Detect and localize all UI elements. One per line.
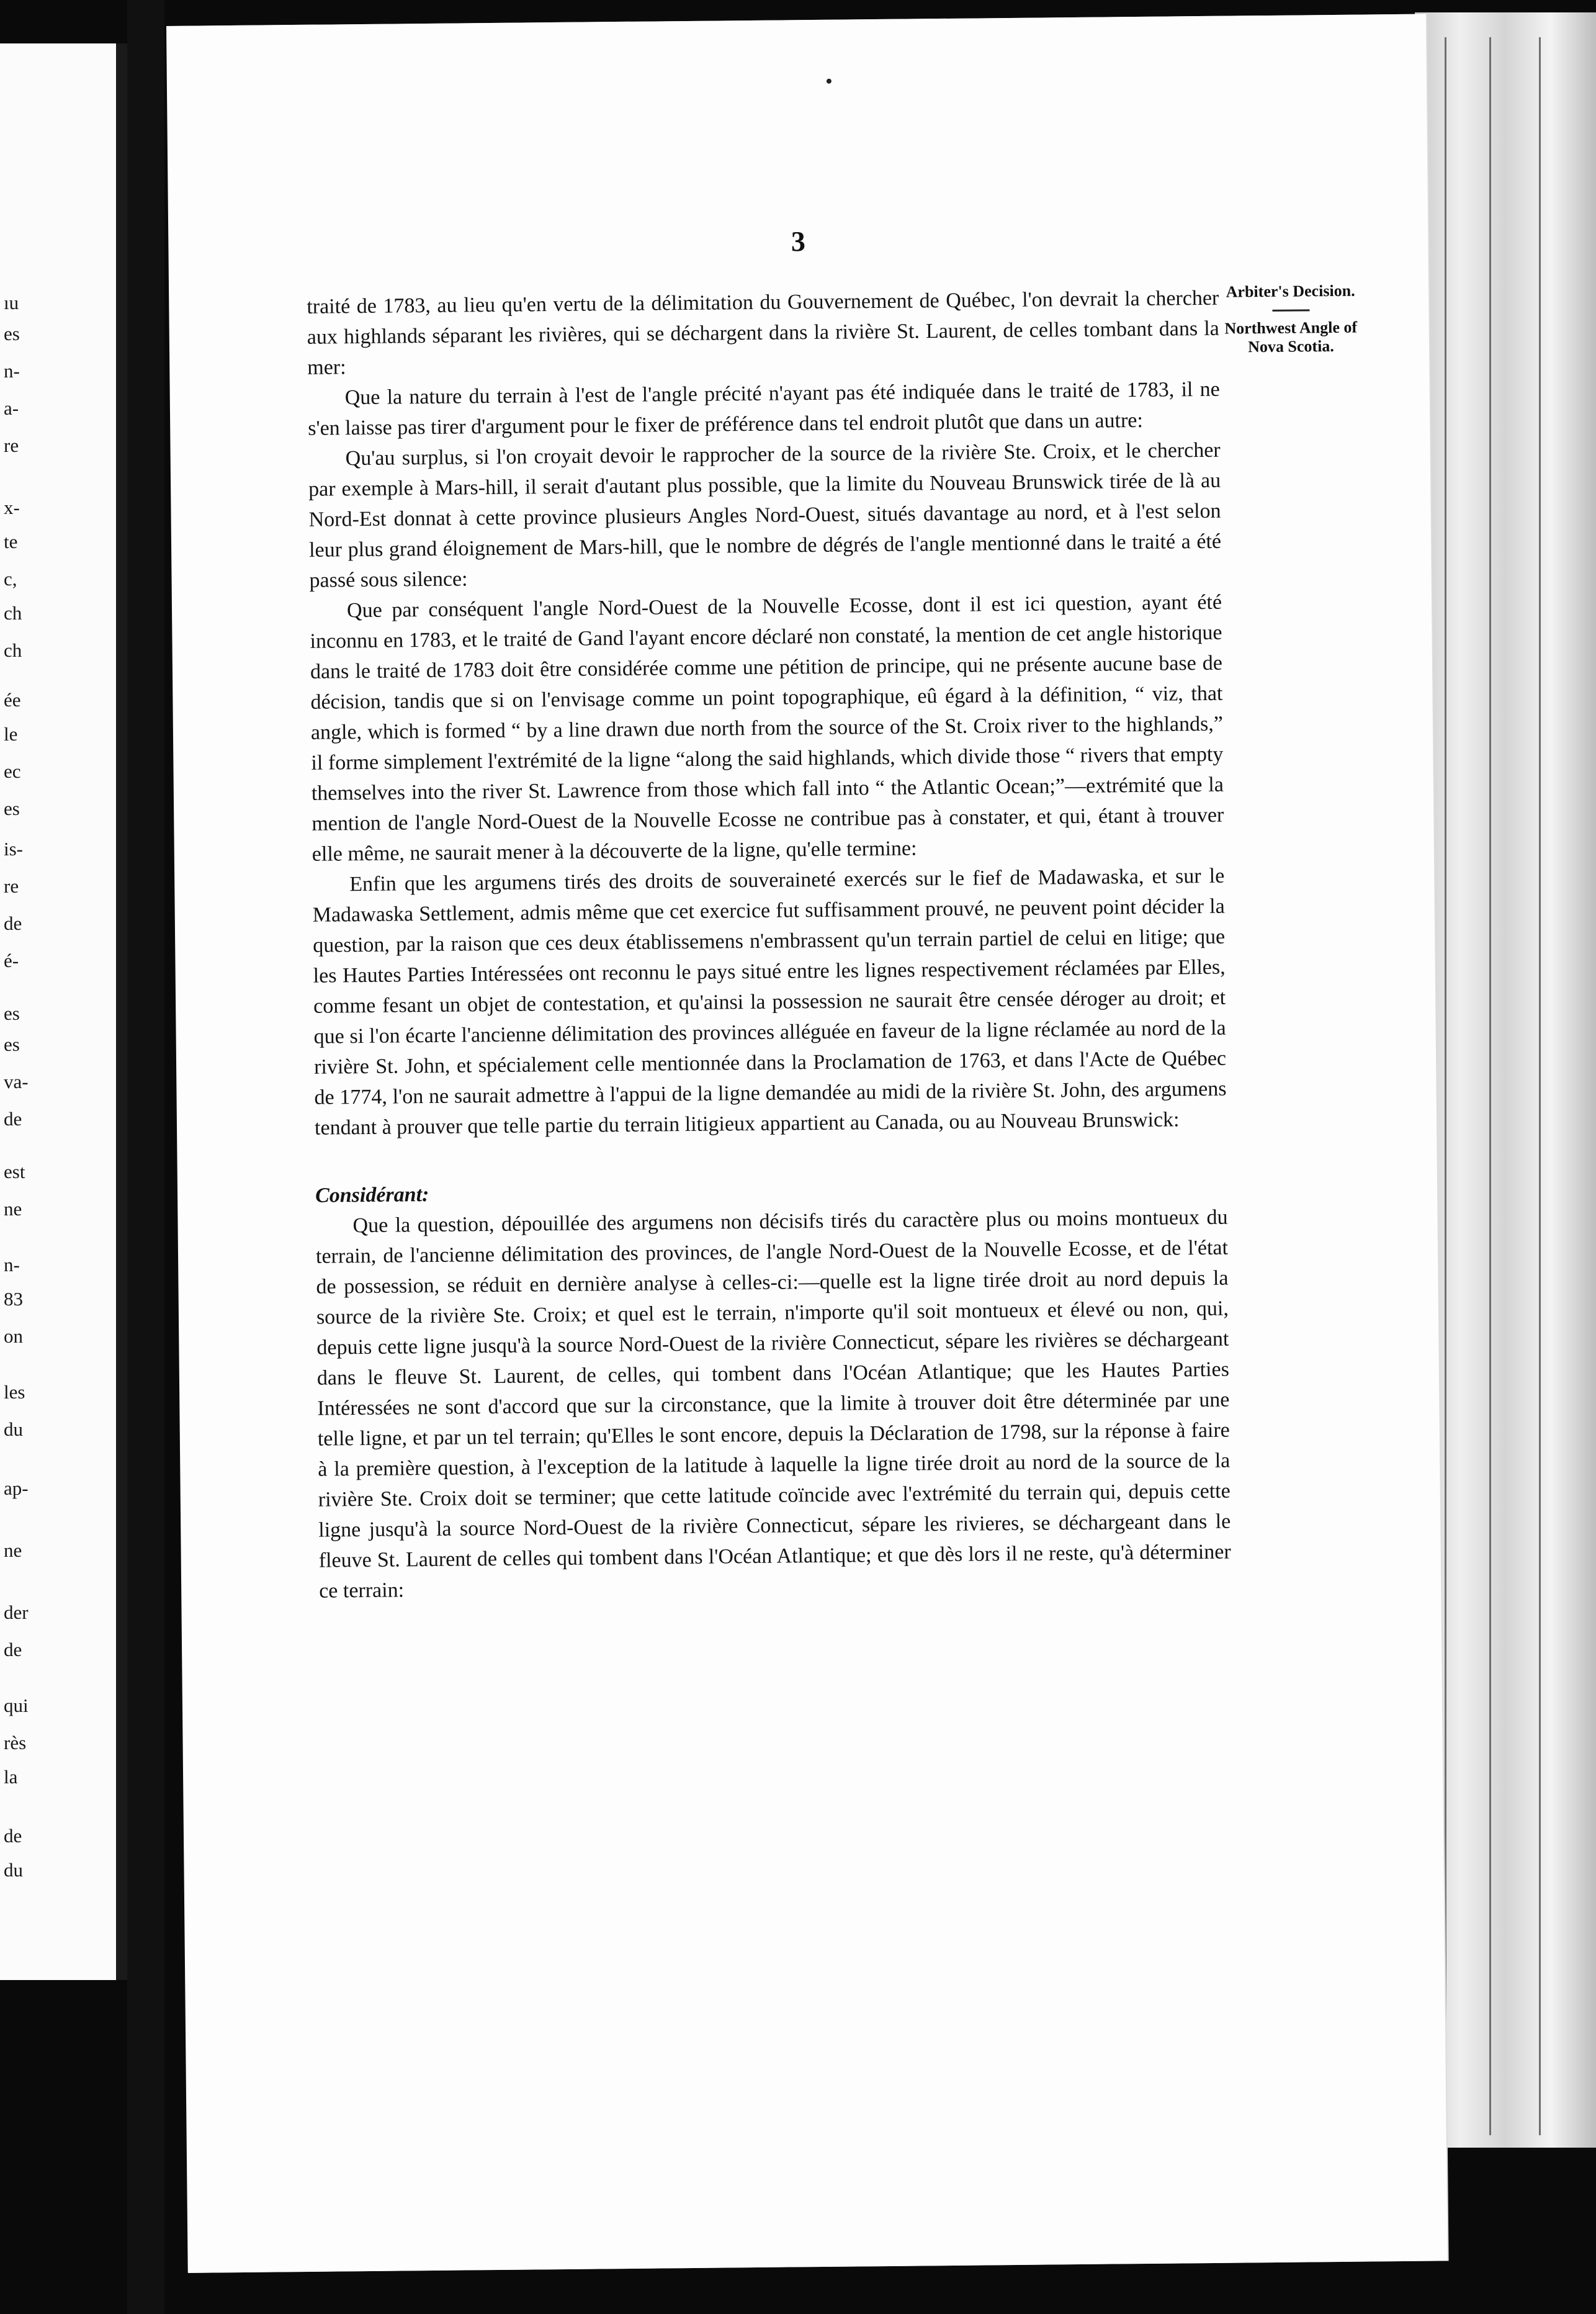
previous-page-fragment: n- <box>4 1254 20 1276</box>
margin-rule <box>1272 309 1309 312</box>
margin-note-arbiters-decision: Arbiter's Decision. <box>1226 281 1355 301</box>
previous-page-fragment: ec <box>4 760 21 782</box>
previous-page-fragment: 83 <box>4 1288 23 1310</box>
previous-page-fragment: c, <box>4 568 17 590</box>
paragraph: Qu'au surplus, si l'on croyait devoir le rapprocher de la source de la rivière Ste. Croix, et le chercher par exemple à Mars-hill, il serait d'autant plus possible, que la limite du Nouveau Brunswick tirée de là au Nord-Est donnat à cette province plusieurs Angles Nord-Ouest, situés davantage au nord, et à l'est selon leur plus grand éloignement de Mars-hill, que le nombre de dégrés de l'angle mentionné dans le traité a été passé sous silence: <box>308 438 1222 592</box>
paragraph: Que la nature du terrain à l'est de l'angle précité n'ayant pas été indiquée dans le traité de 1783, il ne s'en laisse pas tirer d'argument pour le fixer de préférence dans tel endroit plutôt que dans un autre: <box>308 377 1220 440</box>
previous-page-fragment: on <box>4 1325 23 1347</box>
previous-page-fragment: le <box>4 723 18 745</box>
previous-page-fragment: x- <box>4 497 20 518</box>
book-gutter <box>127 0 164 2314</box>
page-edge-line <box>1489 37 1491 2135</box>
previous-page-fragment: ap- <box>4 1477 29 1499</box>
previous-page-fragment: de <box>4 912 22 934</box>
previous-page-strip <box>0 43 127 1980</box>
page-number: 3 <box>791 225 806 258</box>
previous-page-fragment: es <box>4 1033 20 1055</box>
previous-page-fragment: ch <box>4 639 22 661</box>
paragraph: Que par conséquent l'angle Nord-Ouest de la Nouvelle Ecosse, dont il est ici question, ayant été inconnu en 1783, et le traité de Gand l'ayant encore déclaré non constaté, la mention de cet angle historique dans le traité de 1783 doit être considérée comme une pétition de principe, qui ne présente aucune base de décision, tandis que si on l'envisage comme un point topographique, eû égard à la définition, “ viz, that angle, which is formed “ by a line drawn due north from the source of the St. Croix river to the highlands,” il forme simplement l'extrémité de la ligne “along the said highlands, which divide those “ rivers that empty themselves into the river St. Lawrence from those which fall into “ the Atlantic Ocean;”—extrémité que la mention de l'angle Nord-Ouest de la Nouvelle Ecosse ne contribue pas à constater, et qui, étant à trouver elle même, ne saurait mener à la découverte de la ligne, qu'elle termine: <box>310 590 1224 866</box>
section-heading: Considérant: <box>315 1183 429 1207</box>
previous-page-fragment: de <box>4 1825 22 1847</box>
paragraph: Que la question, dépouillée des argumens non décisifs tirés du caractère plus ou moins montueux du terrain, de l'ancienne délimitation des provinces, de l'angle Nord-Ouest de la Nouvelle Ecosse, et de l'état de possession, se réduit en dernière analyse à celles-ci:—quelle est la ligne tirée droit au nord depuis la source de la rivière Ste. Croix; et quel est le terrain, n'importe qu'il soit montueux et élevé ou non, qui, depuis cette ligne jusqu'à la source Nord-Ouest de la rivière Connecticut, sépare les rivières se déchargeant dans le fleuve St. Laurent, de celles, qui tombent dans l'Océan Atlantique; que les Hautes Parties Intéressées ne sont d'accord que sur la circonstance, que la limite à trouver doit être déterminée par une telle ligne, et par un tel terrain; qu'Elles le sont encore, depuis la Déclaration de 1798, sur la réponse à faire à la première question, à l'exception de la latitude à laquelle la ligne tirée droit au nord de la source de la rivière Ste. Croix doit se terminer; que cette latitude coïncide avec l'extrémité du terrain qui, depuis cette ligne jusqu'à la source Nord-Ouest de la rivière Connecticut, sépare les rivieres, se déchargeant dans le fleuve St. Laurent de celles qui tombent dans l'Océan Atlantique; et que dès lors il ne reste, qu'à déterminer ce terrain: <box>315 1205 1231 1603</box>
document-page <box>166 14 1448 2273</box>
previous-page-fragment: les <box>4 1381 25 1403</box>
page-edge-line <box>1445 37 1446 2135</box>
previous-page-fragment: du <box>4 1418 23 1440</box>
page-edge-line <box>1539 37 1541 2135</box>
previous-page-fragment: a- <box>4 397 19 419</box>
previous-page-fragment: qui <box>4 1695 29 1716</box>
previous-page-fragment: ne <box>4 1198 22 1220</box>
margin-notes <box>1224 282 1358 357</box>
previous-page-fragment: va- <box>4 1071 29 1092</box>
previous-page-fragment: es <box>4 1002 20 1024</box>
previous-page-fragment: rès <box>4 1732 27 1754</box>
previous-page-fragment: de <box>4 1108 22 1130</box>
previous-page-fragment: es <box>4 798 20 819</box>
margin-note-northwest-angle: Northwest Angle of Nova Scotia. <box>1224 318 1358 356</box>
previous-page-fragment: is- <box>4 838 23 860</box>
previous-page-fragment: la <box>4 1766 18 1788</box>
previous-page-fragment: te <box>4 531 18 552</box>
ink-speck <box>827 79 832 84</box>
previous-page-fragment: é- <box>4 950 19 971</box>
previous-page-fragment: re <box>4 875 19 897</box>
book-spine <box>116 43 127 1980</box>
paragraph: Enfin que les argumens tirés des droits de souveraineté exercés sur le fief de Madawaska, et sur le Madawaska Settlement, admis même que cet exercice fut suffisamment prouvé, ne peuvent point décider la question, par la raison que ces deux établissemens n'embrassent qu'un terrain partiel de celui en litige; que les Hautes Parties Intéressées ont reconnu le pays situé entre les lignes respectivement réclamées par Elles, comme fesant un objet de contestation, et qu'ainsi la possession ne saurait être censée déroger au droit; et que si l'on écarte l'ancienne délimitation des provinces alléguée en faveur de la ligne réclamée au nord de la rivière St. John, et spécialement celle mentionnée dans la Proclamation de 1763, et dans l'Acte de Québec de 1774, l'on ne saurait admettre à l'appui de la ligne demandée au midi de la rivière St. John, des argumens tendant à prouver que telle partie du terrain litigieux appartient au Canada, ou au Nouveau Brunswick: <box>312 864 1227 1140</box>
previous-page-fragment: de <box>4 1639 22 1660</box>
body-text <box>307 283 1231 1606</box>
previous-page-fragment: n- <box>4 360 20 382</box>
previous-page-fragment: es <box>4 323 20 344</box>
paragraph: traité de 1783, au lieu qu'en vertu de la délimitation du Gouvernement de Québec, l'on devrait la chercher aux highlands séparant les rivières, qui se déchargent dans la rivière St. Laurent, de celles tombant dans la mer: <box>307 286 1219 379</box>
previous-page-fragment: ne <box>4 1539 22 1561</box>
previous-page-fragment: der <box>4 1601 29 1623</box>
previous-page-fragment: ée <box>4 689 21 711</box>
previous-page-fragment: est <box>4 1161 25 1182</box>
previous-page-fragment: re <box>4 434 19 456</box>
previous-page-fragment: ch <box>4 602 22 624</box>
previous-page-fragment: du <box>4 1859 23 1881</box>
previous-page-fragment: ıu <box>4 292 19 313</box>
